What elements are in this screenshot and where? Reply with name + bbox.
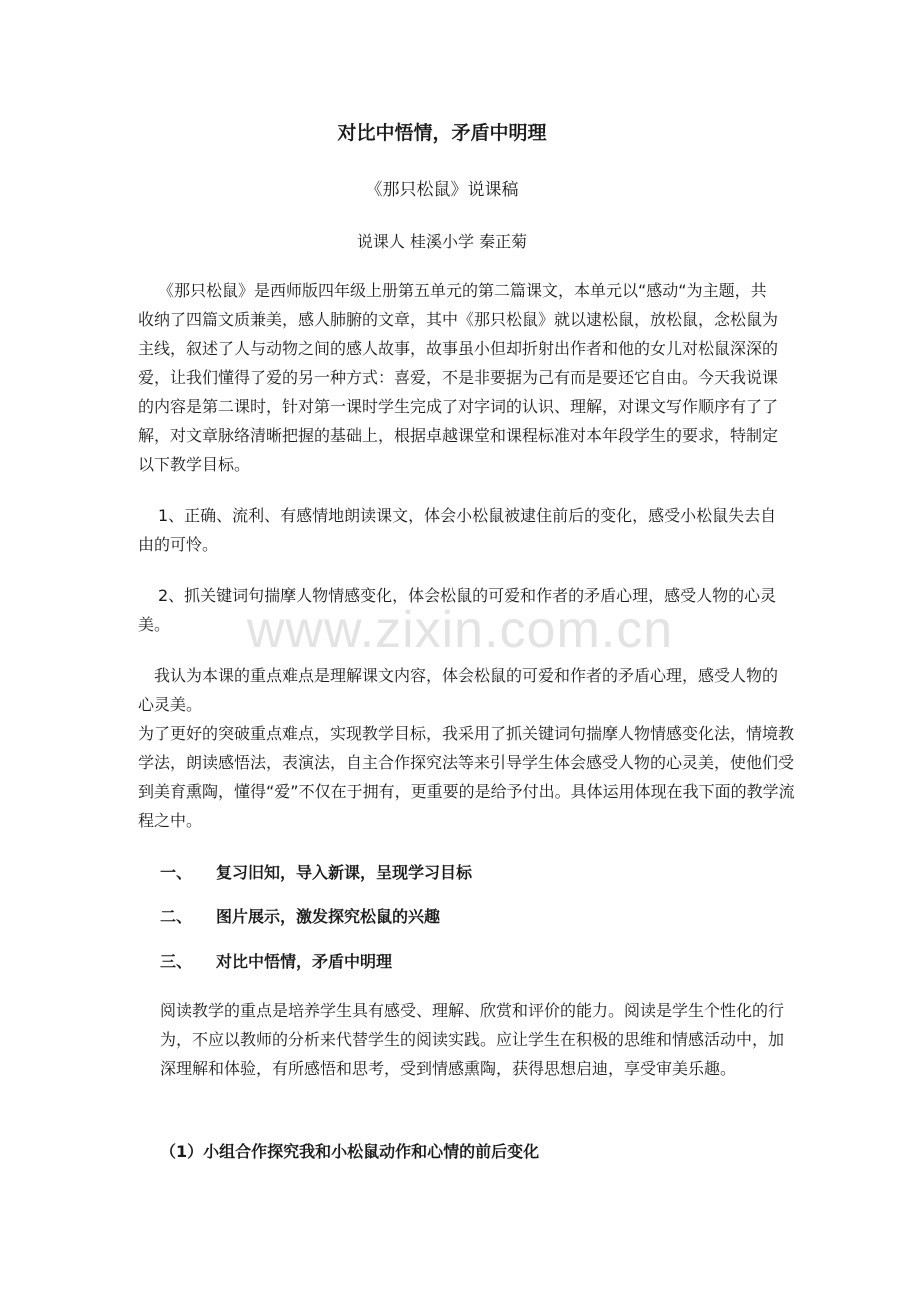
author-line: 说课人 桂溪小学 秦正菊 <box>356 232 528 251</box>
key-points-paragraph: 我认为本课的重点难点是理解课文内容，体会松鼠的可爱和作者的矛盾心理，感受人物的心灵美。 <box>138 666 779 714</box>
section-heading-text: 图片展示，激发探究松鼠的兴趣 <box>216 907 441 926</box>
section-number: 三、 <box>160 952 193 971</box>
section-heading-1 <box>160 858 472 887</box>
section-number: 二、 <box>160 907 193 926</box>
section-number: 一、 <box>160 863 193 882</box>
section-heading-text: 复习旧知，导入新课，呈现学习目标 <box>216 863 473 882</box>
watermark: www.zixin.com.cn <box>246 601 674 659</box>
section-heading-3 <box>160 947 392 976</box>
section-heading-text: 对比中悟情，矛盾中明理 <box>216 952 393 971</box>
document-subtitle: 《那只松鼠》说课稿 <box>365 180 519 200</box>
goal-1-paragraph: 1、正确、流利、有感情地朗读课文，体会小松鼠被逮住前后的变化，感受小松鼠失去自由的可怜。 <box>138 506 777 554</box>
intro-paragraph: 《那只松鼠》是西师版四年级上册第五单元的第二篇课文，本单元以“感动“为主题，共收纳了四篇文质兼美，感人肺腑的文章，其中《那只松鼠》就以逮松鼠，放松鼠，念松鼠为主线，叙述了人与动物之间的感人故事，故事虽小但却折射出作者和他的女儿对松鼠深深的爱，让我们懂得了爱的另一种方式：喜爱，不是非要据为己有而是要还它自由。今天我说课的内容是第二课时，针对第一课时学生完成了对字词的认识、理解，对课文写作顺序有了了解，对文章脉络清晰把握的基础上，根据卓越课堂和课程标准对本年段学生的要求，特制定以下教学目标。 <box>138 281 779 474</box>
sub-heading: （1）小组合作探究我和小松鼠动作和心情的前后变化 <box>160 1142 540 1161</box>
methods-paragraph: 为了更好的突破重点难点，实现教学目标，我采用了抓关键词句揣摩人物情感变化法，情境教学法，朗读感悟法，表演法，自主合作探究法等来引导学生体会感受人物的心灵美，使他们受到美育熏陶，懂得“爱”不仅在于拥有，更重要的是给予付出。具体运用体现在我下面的教学流程之中。 <box>138 724 795 830</box>
section-heading-2 <box>160 902 440 931</box>
document-title: 对比中悟情，矛盾中明理 <box>337 122 547 144</box>
reading-paragraph: 阅读教学的重点是培养学生具有感受、理解、欣赏和评价的能力。阅读是学生个性化的行为，不应以教师的分析来代替学生的阅读实践。应让学生在积极的思维和情感活动中，加深理解和体验，有所感悟和思考，受到情感熏陶，获得思想启迪，享受审美乐趣。 <box>160 1001 785 1078</box>
goal-2-paragraph: 2、抓关键词句揣摩人物情感变化，体会松鼠的可爱和作者的矛盾心理，感受人物的心灵美。 <box>138 586 777 634</box>
